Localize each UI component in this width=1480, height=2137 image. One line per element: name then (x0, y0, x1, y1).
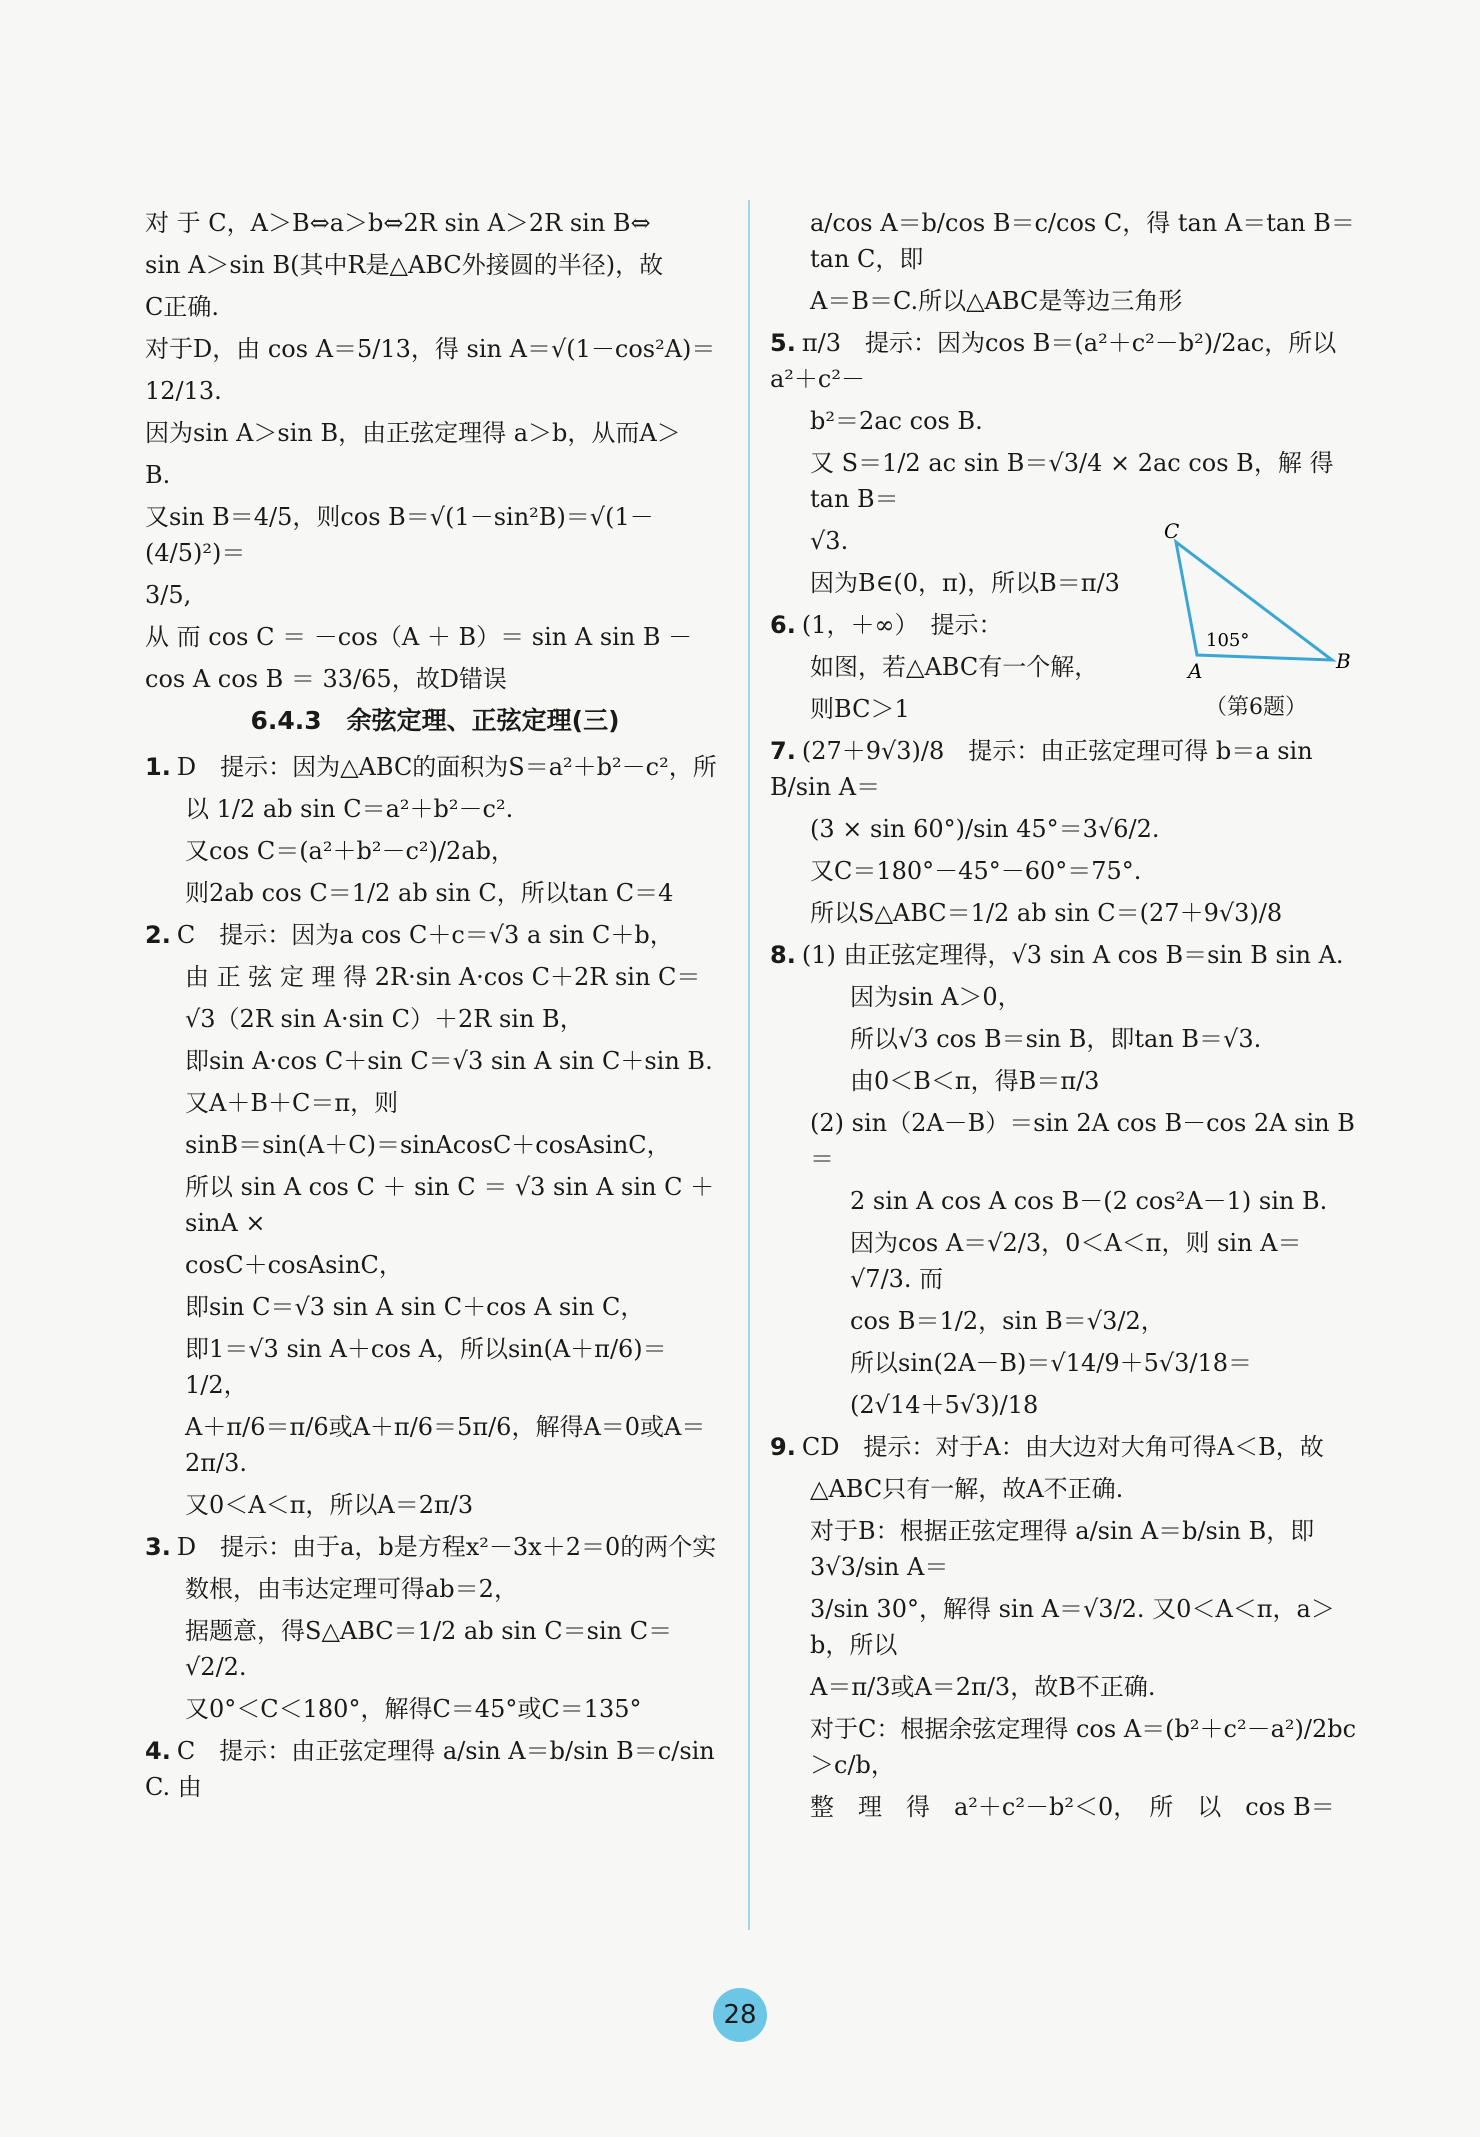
text-line: 又C＝180°－45°－60°＝75°. (810, 857, 1142, 885)
text-line: 从 而 cos C ＝ －cos（A ＋ B）＝ sin A sin B － (145, 623, 693, 651)
vertex-label-b: B (1336, 649, 1351, 673)
problem-number: 8. (770, 941, 796, 969)
problem-number: 4. (145, 1737, 171, 1765)
triangle-figure (1164, 519, 1360, 710)
text-line: 又0°＜C＜180°，解得C＝45°或C＝135° (185, 1695, 642, 1723)
figure-caption: （第6题） (1205, 695, 1307, 720)
text-line: 由0＜B＜π，得B＝π/3 (850, 1067, 1100, 1095)
text-line: 2 sin A cos A cos B－(2 cos²A－1) sin B. (850, 1187, 1328, 1215)
problem-4 (145, 1733, 725, 1805)
text-line: 对于D，由 cos A＝5/13，得 sin A＝√(1－cos²A)＝ (145, 335, 716, 363)
text-line: 又sin B＝4/5，则cos B＝√(1－sin²B)＝√(1－(4/5)²)＝ (145, 503, 654, 567)
text-line: sinB＝sin(A＋C)＝sinAcosC＋cosAsinC， (185, 1131, 671, 1159)
text-line: C 提示：因为a cos C＋c＝√3 a sin C＋b， (176, 921, 674, 949)
text-line: cos A cos B ＝ 33/65，故D错误 (145, 665, 507, 693)
text-line: 对 于 C，A＞B⇔a＞b⇔2R sin A＞2R sin B⇔ (145, 209, 651, 237)
text-line: D 提示：由于a，b是方程x²－3x＋2＝0的两个实 (176, 1533, 717, 1561)
problem-number: 1. (145, 753, 171, 781)
left-column (145, 205, 725, 1811)
text-line: cos B＝1/2，sin B＝√3/2， (850, 1307, 1165, 1335)
problem-7 (770, 733, 1360, 931)
problem-number: 3. (145, 1533, 171, 1561)
text-line: sin A＞sin B(其中R是△ABC外接圆的半径)，故 (145, 251, 664, 279)
text-line: 对于C：根据余弦定理得 cos A＝(b²＋c²－a²)/2bc＞c/b， (810, 1715, 1357, 1779)
text-line: (2√14＋5√3)/18 (850, 1391, 1039, 1419)
text-line: 由 正 弦 定 理 得 2R·sin A·cos C＋2R sin C＝ (185, 963, 701, 991)
problem-number: 5. (770, 329, 796, 357)
text-line: √3. (810, 527, 849, 555)
text-line: cosC＋cosAsinC， (185, 1251, 403, 1279)
text-line: A＝π/3或A＝2π/3，故B不正确. (810, 1673, 1156, 1701)
text-line: 所以√3 cos B＝sin B，即tan B＝√3. (850, 1025, 1262, 1053)
text-line: 整 理 得 a²＋c²－b²＜0， 所 以 cos B＝ (810, 1793, 1335, 1821)
text-line: π/3 提示：因为cos B＝(a²＋c²－b²)/2ac，所以a²＋c²－ (770, 329, 1337, 393)
problem-3 (145, 1529, 725, 1727)
triangle-shape (1176, 542, 1332, 660)
text-line: B. (145, 461, 171, 489)
text-line: 又cos C＝(a²＋b²－c²)/2ab， (185, 837, 515, 865)
text-line: 因为B∈(0，π)，所以B＝π/3 (810, 569, 1120, 597)
problem-number: 7. (770, 737, 796, 765)
text-line: √3（2R sin A·sin C）＋2R sin B， (185, 1005, 584, 1033)
text-line: 3/sin 30°，解得 sin A＝√3/2. 又0＜A＜π，a＞b，所以 (810, 1595, 1335, 1659)
vertex-label-c: C (1164, 519, 1180, 543)
text-line: 据题意，得S△ABC＝1/2 ab sin C＝sin C＝√2/2. (185, 1617, 673, 1681)
section-title: 6.4.3 余弦定理、正弦定理(三) (250, 706, 620, 735)
page-number: 28 (723, 2000, 757, 2030)
problem-number: 2. (145, 921, 171, 949)
text-line: 即1＝√3 sin A＋cos A，所以sin(A＋π/6)＝1/2， (185, 1335, 667, 1399)
text-line: (1，＋∞） 提示： (801, 611, 1003, 639)
text-line: (27＋9√3)/8 提示：由正弦定理可得 b＝a sin B/sin A＝ (770, 737, 1313, 801)
text-line: 即sin A·cos C＋sin C＝√3 sin A sin C＋sin B. (185, 1047, 713, 1075)
text-line: (3 × sin 60°)/sin 45°＝3√6/2. (810, 815, 1160, 843)
text-line: 因为cos A＝√2/3，0＜A＜π，则 sin A＝√7/3. 而 (850, 1229, 1302, 1293)
text-line: (2) sin（2A－B）＝sin 2A cos B－cos 2A sin B＝ (810, 1109, 1355, 1173)
text-line: 则BC＞1 (810, 695, 910, 723)
text-line: 则2ab cos C＝1/2 ab sin C，所以tan C＝4 (185, 879, 674, 907)
vertex-label-a: A (1188, 659, 1203, 683)
text-line: 又0＜A＜π，所以A＝2π/3 (185, 1491, 474, 1519)
text-line: D 提示：因为△ABC的面积为S＝a²＋b²－c²，所 (176, 753, 717, 781)
text-line: a/cos A＝b/cos B＝c/cos C，得 tan A＝tan B＝tan C，即 (810, 209, 1355, 273)
problem-8 (770, 937, 1360, 1423)
text-line: 又A＋B＋C＝π，则 (185, 1089, 399, 1117)
text-line: A＝B＝C.所以△ABC是等边三角形 (810, 287, 1183, 315)
text-line: 所以S△ABC＝1/2 ab sin C＝(27＋9√3)/8 (810, 899, 1283, 927)
text-line: 因为sin A＞0， (850, 983, 1022, 1011)
text-line: 所以sin(2A－B)＝√14/9＋5√3/18＝ (850, 1349, 1253, 1377)
problem-9 (770, 1429, 1360, 1825)
right-column (770, 205, 1360, 1831)
text-line: A＋π/6＝π/6或A＋π/6＝5π/6，解得A＝0或A＝2π/3. (185, 1413, 706, 1477)
text-line: (1) 由正弦定理得，√3 sin A cos B＝sin B sin A. (801, 941, 1344, 969)
text-line: 所以 sin A cos C ＋ sin C ＝ √3 sin A sin C ＋ sinA × (185, 1173, 715, 1237)
text-line: 以 1/2 ab sin C＝a²＋b²－c². (185, 795, 514, 823)
text-line: 对于B：根据正弦定理得 a/sin A＝b/sin B，即 3√3/sin A＝ (810, 1517, 1315, 1581)
text-line: 即sin C＝√3 sin A sin C＋cos A sin C， (185, 1293, 645, 1321)
text-line: 12/13. (145, 377, 222, 405)
column-divider (748, 200, 750, 1930)
text-line: 如图，若△ABC有一个解， (810, 653, 1099, 681)
problem-number: 6. (770, 611, 796, 639)
text-line: C正确. (145, 293, 219, 321)
text-line: 又 S＝1/2 ac sin B＝√3/4 × 2ac cos B，解 得 tan B＝ (810, 449, 1334, 513)
problem-1 (145, 749, 725, 911)
text-line: △ABC只有一解，故A不正确. (810, 1475, 1124, 1503)
text-line: 数根，由韦达定理可得ab＝2， (185, 1575, 518, 1603)
text-line: 3/5, (145, 581, 192, 609)
problem-2 (145, 917, 725, 1523)
text-line: CD 提示：对于A：由大边对大角可得A＜B，故 (801, 1433, 1324, 1461)
problem-number: 9. (770, 1433, 796, 1461)
text-line: b²＝2ac cos B. (810, 407, 983, 435)
text-line: C 提示：由正弦定理得 a/sin A＝b/sin B＝c/sin C. 由 (145, 1737, 715, 1801)
angle-label: 105° (1206, 630, 1250, 651)
text-line: 因为sin A＞sin B，由正弦定理得 a＞b，从而A＞ (145, 419, 681, 447)
page-number-badge (713, 1988, 767, 2042)
